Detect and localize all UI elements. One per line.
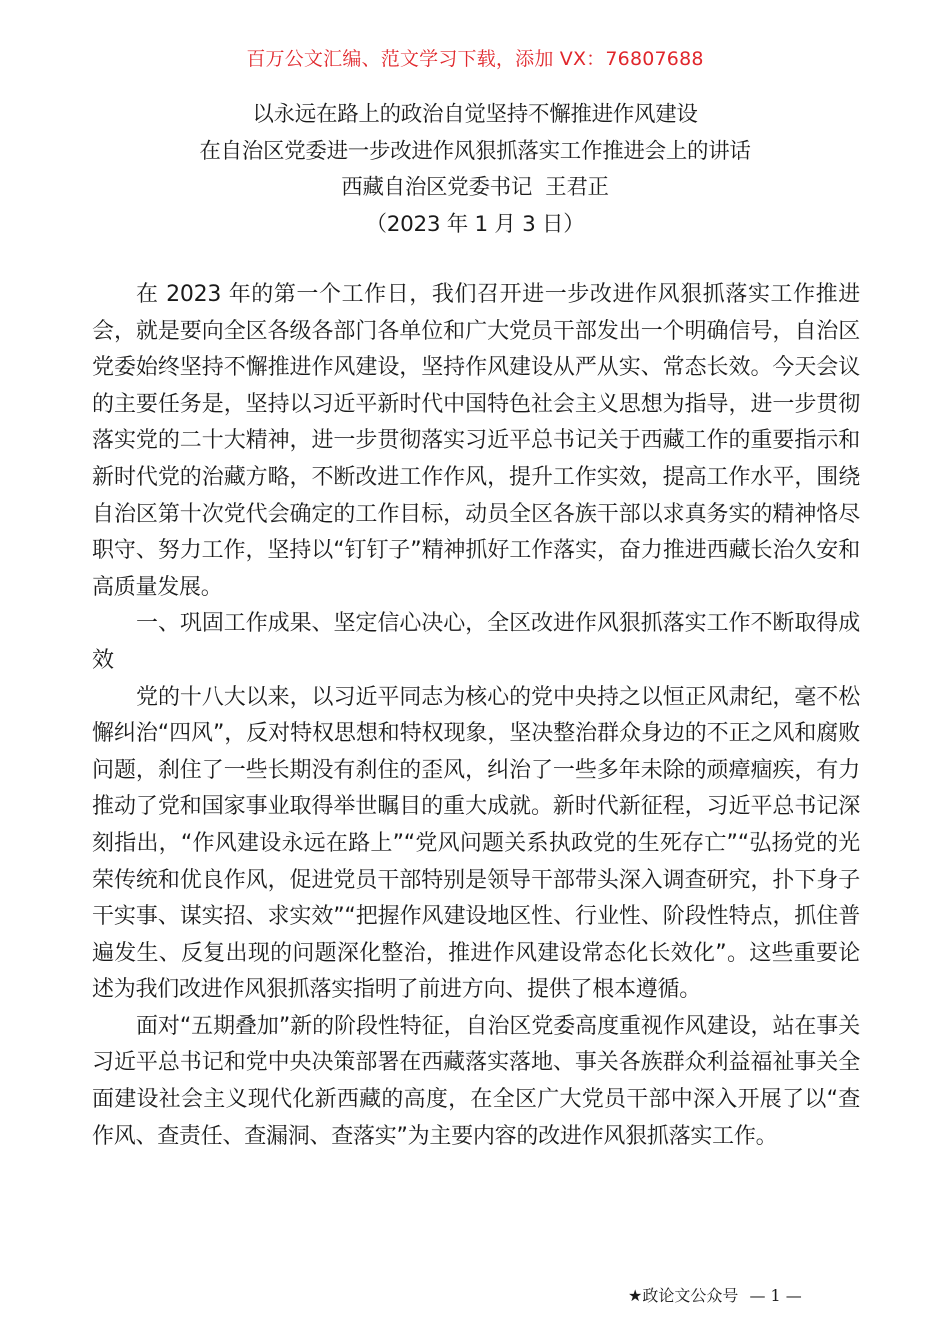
paragraph-intro: 在 2023 年的第一个工作日，我们召开进一步改进作风狠抓落实工作推进会，就是要向全区各级各部门各单位和广大党员干部发出一个明确信号，自治区党委始终坚持不懈推进作风建设，坚持作风建设从严从实、常态长效。今天会议的主要任务是，坚持以习近平新时代中国特色社会主义思想为指导，进一步贯彻落实党的二十大精神，进一步贯彻落实习近平总书记关于西藏工作的重要指示和新时代党的治藏方略，不断改进工作作风，提升工作实效，提高工作水平，围绕自治区第十次党代会确定的工作目标，动员全区各族干部以求真务实的精神恪尽职守、努力工作，坚持以“钉钉子”精神抓好工作落实，奋力推进西藏长治久安和高质量发展。 [92,282,860,600]
page-footer [628,1283,802,1306]
document-title: 以永远在路上的政治自觉坚持不懈推进作风建设 [252,102,698,127]
paragraph-body: 党的十八大以来，以习近平同志为核心的党中央持之以恒正风肃纪，毫不松懈纠治“四风”，反对特权思想和特权现象，坚决整治群众身边的不正之风和腐败问题，刹住了一些长期没有刹住的歪风，纠治了一些多年未除的顽瘴痼疾，有力推动了党和国家事业取得举世瞩目的重大成就。新时代新征程，习近平总书记深刻指出，“作风建设永远在路上”“党风问题关系执政党的生死存亡”“弘扬党的光荣传统和优良作风，促进党员干部特别是领导干部带头深入调查研究，扑下身子干实事、谋实招、求实效”“把握作风建设地区性、行业性、阶段性特点，抓住普遍发生、反复出现的问题深化整治，推进作风建设常态化长效化”。这些重要论述为我们改进作风狠抓落实指明了前进方向、提供了根本遵循。 [92,684,860,1003]
document-header [0,97,950,243]
footer-source: ★政论文公众号 [628,1286,739,1305]
page-number: — 1 — [749,1286,802,1305]
watermark-banner: 百万公文汇编、范文学习下载，添加 VX：76807688 [246,48,704,70]
paragraph-body: 面对“五期叠加”新的阶段性特征，自治区党委高度重视作风建设，站在事关习近平总书记和党中央决策部署在西藏落实落地、事关各族群众利益福祉事关全面建设社会主义现代化新西藏的高度，在全区广大党员干部中深入开展了以“查作风、查责任、查漏洞、查落实”为主要内容的改进作风狠抓落实工作。 [92,1013,860,1149]
section-heading-1: 一、巩固工作成果、坚定信心决心，全区改进作风狠抓落实工作不断取得成效 [92,611,860,673]
document-author: 西藏自治区党委书记 王君正 [341,175,609,200]
document-body [92,277,860,1155]
document-date: （2023 年 1 月 3 日） [365,211,585,237]
document-subtitle: 在自治区党委进一步改进作风狠抓落实工作推进会上的讲话 [199,138,751,164]
